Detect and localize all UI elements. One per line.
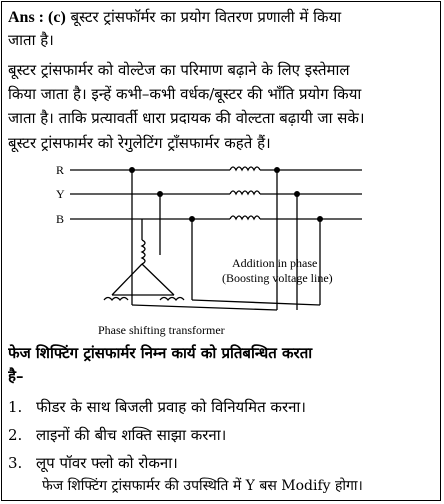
caption-line-2: (Boosting voltage line): [222, 271, 333, 285]
phase-label-b: B: [56, 212, 65, 226]
list-item: [8, 450, 178, 476]
modify-note: फेज शिफ्टिंग ट्रांसफार्मर की उपस्थिति में Y बस Modify होगा।: [42, 478, 363, 494]
phase-shifting-diagram: [42, 160, 382, 340]
list-item-text: फीडर के साथ बिजली प्रवाह को विनियमित करना।: [36, 398, 306, 416]
phase-label-r: R: [56, 163, 65, 177]
answer-prefix: Ans : (c): [8, 9, 66, 26]
exciting-winding: [142, 240, 145, 264]
para-line: बूस्टर ट्रांसफार्मर को रेगुलेटिंग ट्राँसफार्मर कहते हैं।: [8, 134, 271, 152]
series-coil-y: [230, 191, 260, 194]
list-item-number: 3.: [8, 454, 23, 472]
para-line: किया जाता है। इन्हें कभी–कभी वर्धक/बूस्टर की भाँति प्रयोग किया: [8, 85, 362, 103]
winding-left: [104, 298, 128, 301]
list-item: [8, 394, 306, 420]
para-line: जाता है। ताकि प्रत्यावर्ती धारा प्रदायक की वोल्टता बढ़ायी जा सके।: [8, 109, 365, 127]
diagram-bottom-label: Phase shifting transformer: [98, 323, 225, 337]
phase-shift-heading-2: है–: [8, 367, 24, 385]
answer-line-1: [8, 6, 436, 29]
list-item: [8, 422, 226, 448]
list-item-text: लाइनों की बीच शक्ति साझा करना।: [36, 426, 227, 444]
para-line: बूस्टर ट्रांसफार्मर को वोल्टेज का परिमाण बढ़ाने के लिए इस्तेमाल: [8, 61, 350, 79]
phase-label-y: Y: [56, 187, 65, 201]
list-item-number: 1.: [8, 398, 23, 416]
answer-text-1: बूस्टर ट्रांसफॉर्मर का प्रयोग वितरण प्रणाली में किया: [70, 8, 342, 26]
series-coil-b: [230, 216, 260, 219]
series-coil-r: [230, 167, 260, 170]
answer-box: [1, 1, 441, 501]
winding-right: [160, 298, 184, 301]
list-item-number: 2.: [8, 426, 23, 444]
answer-line-2: जाता है।: [8, 31, 54, 49]
list-item-text: लूप पॉवर फ्लो को रोकना।: [36, 454, 178, 472]
caption-line-1: Addition in phase: [232, 256, 318, 270]
phase-shift-heading-1: फेज शिफ्टिंग ट्रांसफार्मर निम्न कार्य को प्रतिबन्धित करता: [8, 344, 313, 362]
